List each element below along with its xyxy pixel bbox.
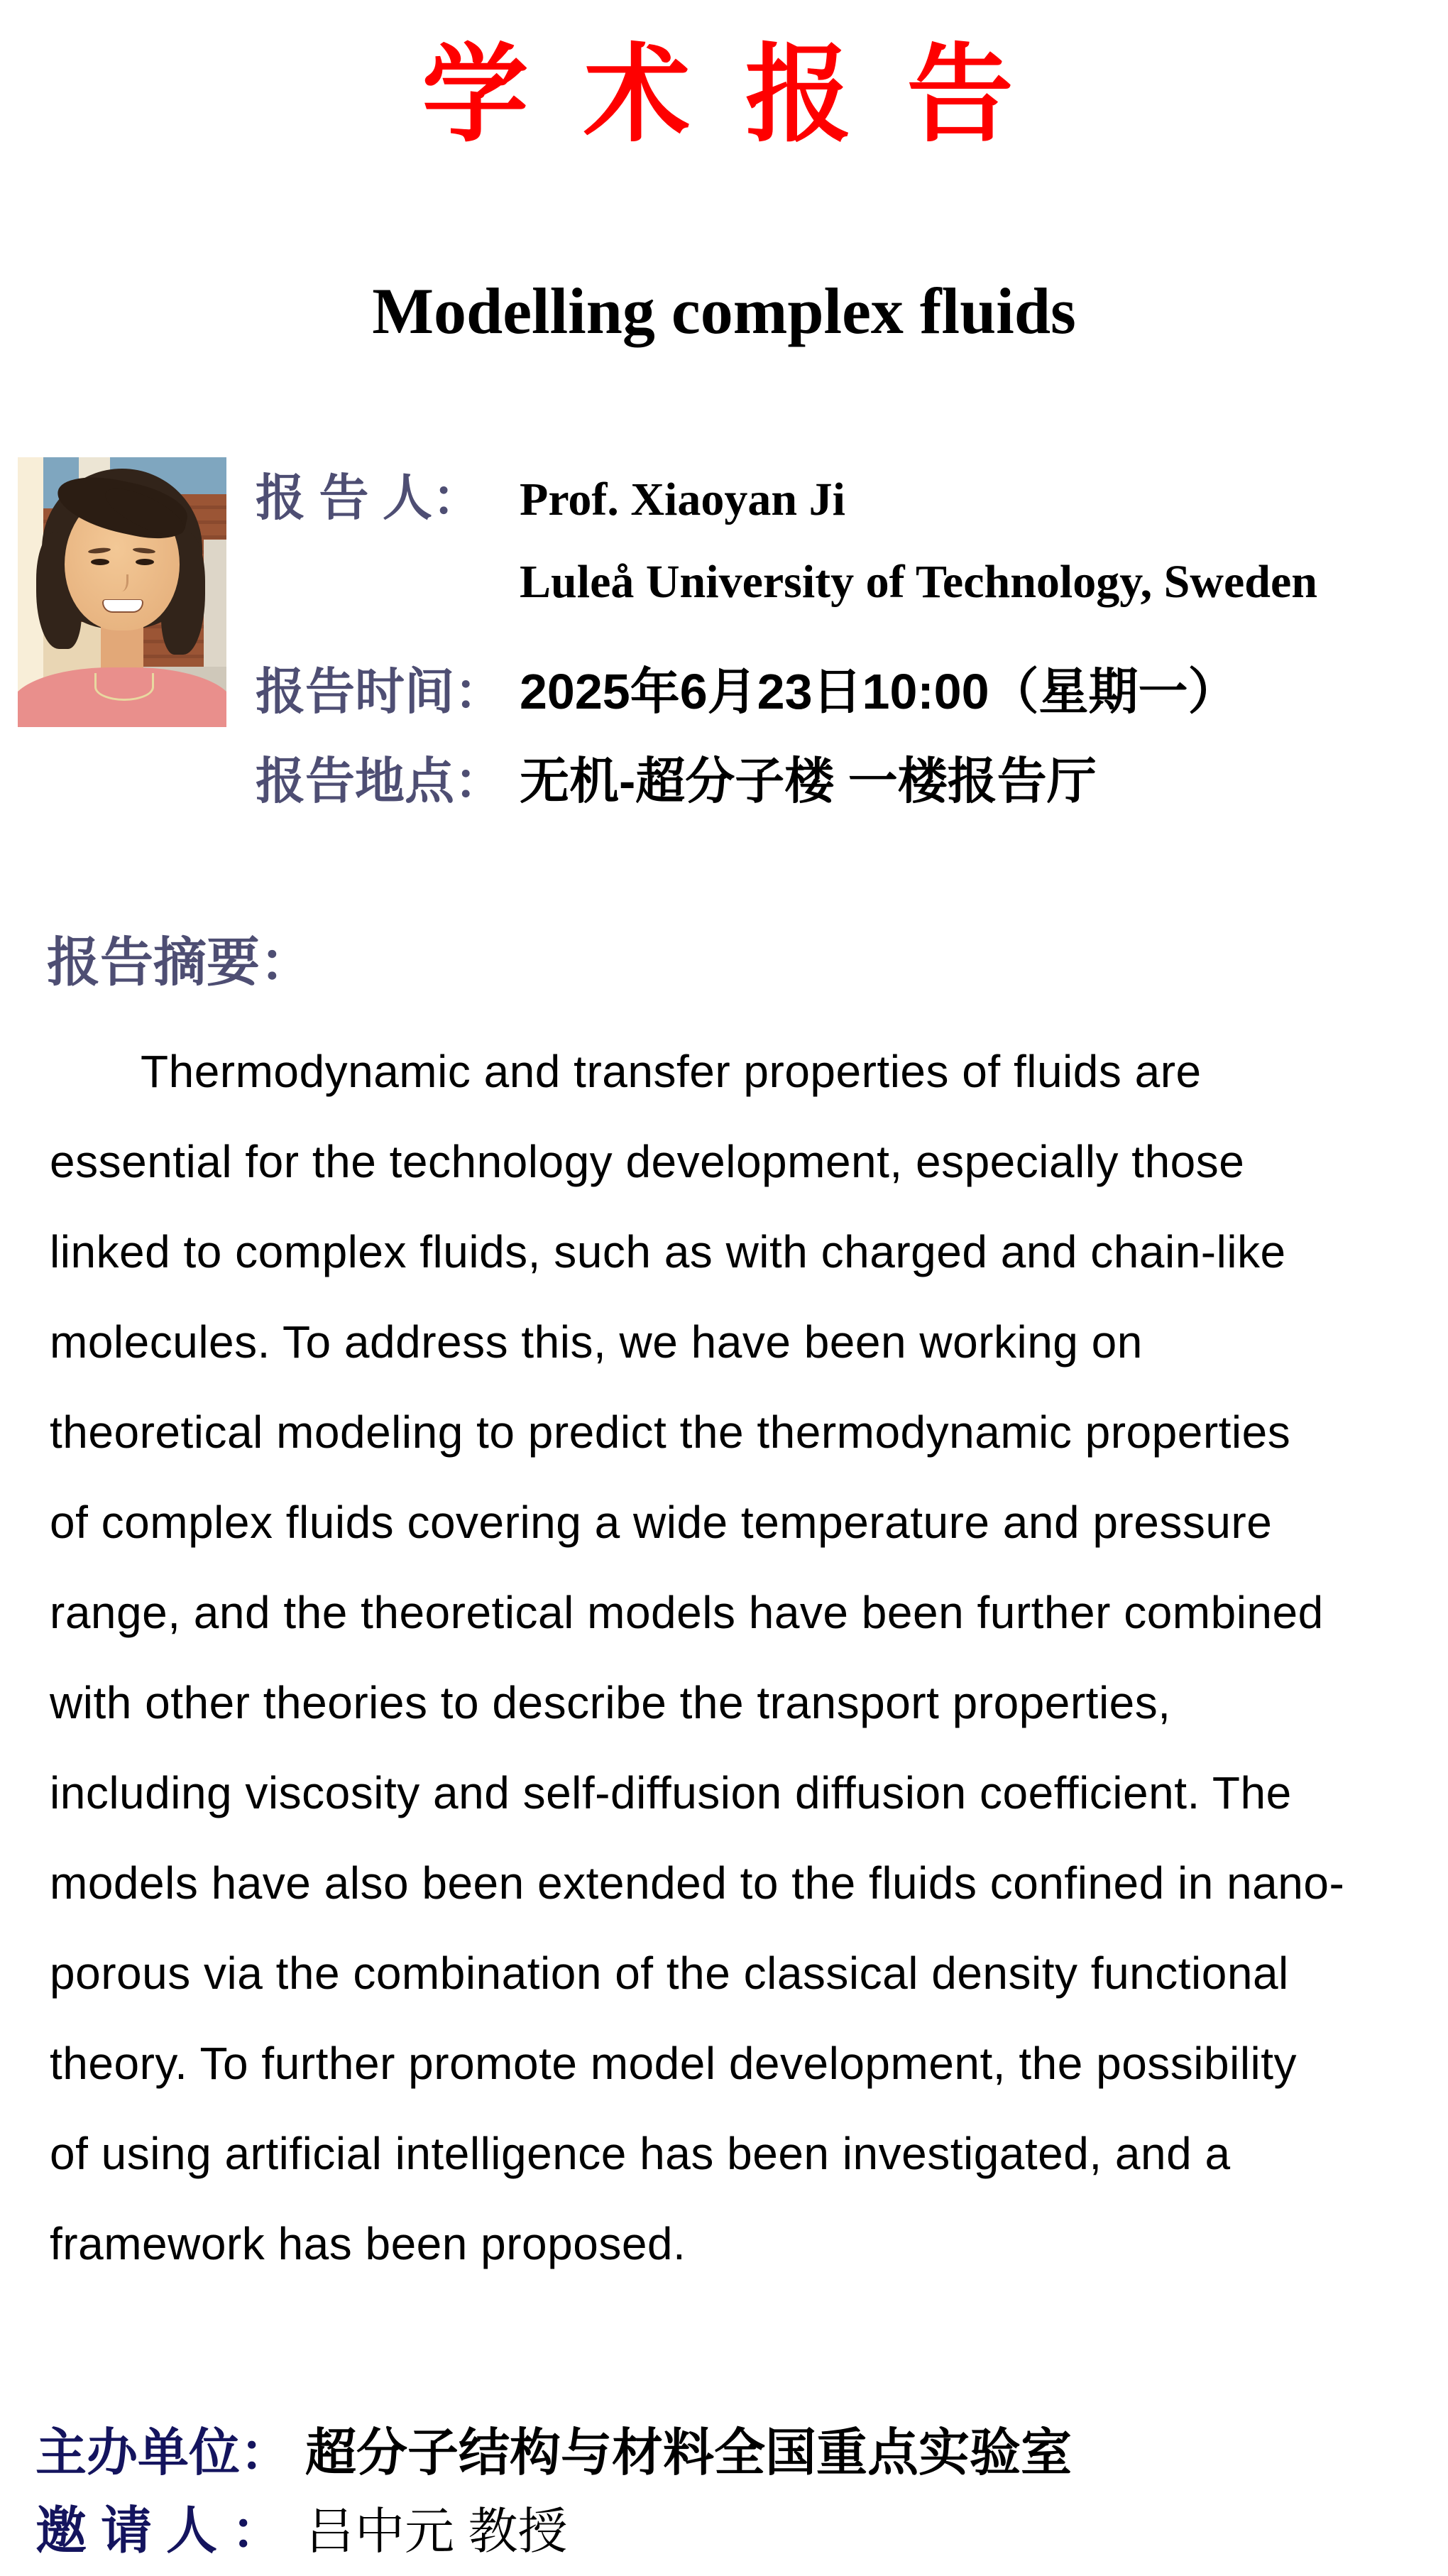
abstract-line: porous via the combination of the classical density functional [50,1948,1289,1999]
venue-label: 报告地点： [256,753,504,809]
abstract-line: framework has been proposed. [50,2218,686,2269]
speaker-row [256,458,845,530]
speaker-name: Prof. Xiaoyan Ji [520,474,845,525]
venue-row [256,741,1097,813]
talk-title: Modelling complex fluids [372,275,1076,347]
page-title: 学 术 报 告 [422,35,1026,154]
host-value: 超分子结构与材料全国重点实验室 [305,2425,1073,2482]
speaker-affiliation: Luleå University of Technology, Sweden [520,556,1317,608]
abstract-line: molecules. To address this, we have been working on [50,1316,1143,1368]
host-row [35,2411,1072,2485]
abstract-paragraph [50,1027,1405,2289]
abstract-line: including viscosity and self-diffusion diffusion coefficient. The [50,1767,1292,1818]
abstract-line: theoretical modeling to predict the thermodynamic properties [50,1407,1291,1458]
photo-eye-right [136,559,154,565]
abstract-line: of complex fluids covering a wide temperature and pressure [50,1497,1273,1548]
speaker-label: 报 告 人： [256,470,482,525]
photo-necklace [94,673,154,701]
time-value: 2025年6月23日10:00（星期一） [520,664,1238,719]
photo-eye-left [91,559,109,565]
abstract-line: Thermodynamic and transfer properties of fluids are [141,1046,1202,1097]
host-label: 主办单位： [35,2425,292,2482]
abstract-heading: 报告摘要： [47,932,314,992]
abstract-line: range, and the theoretical models have been further combined [50,1587,1324,1638]
venue-value: 无机-超分子楼 一楼报告厅 [520,753,1097,809]
affiliation-row [256,555,1317,609]
abstract-line: theory. To further promote model development, the possibility [50,2038,1298,2089]
speaker-photo [18,457,226,727]
inviter-label: 邀 请 人 ： [35,2503,283,2560]
inviter-row [35,2489,567,2563]
photo-smile [102,599,143,613]
abstract-line: essential for the technology development, especially those [50,1136,1245,1187]
abstract-line: linked to complex fluids, such as with charged and chain-like [50,1226,1286,1277]
time-row [256,652,1238,724]
inviter-value: 吕中元 教授 [305,2504,568,2559]
abstract-line: models have also been extended to the fluids confined in nano- [50,1857,1345,1909]
time-label: 报告时间： [256,664,504,719]
abstract-line: of using artificial intelligence has been investigated, and a [50,2128,1231,2179]
abstract-line: with other theories to describe the transport properties, [50,1677,1171,1728]
